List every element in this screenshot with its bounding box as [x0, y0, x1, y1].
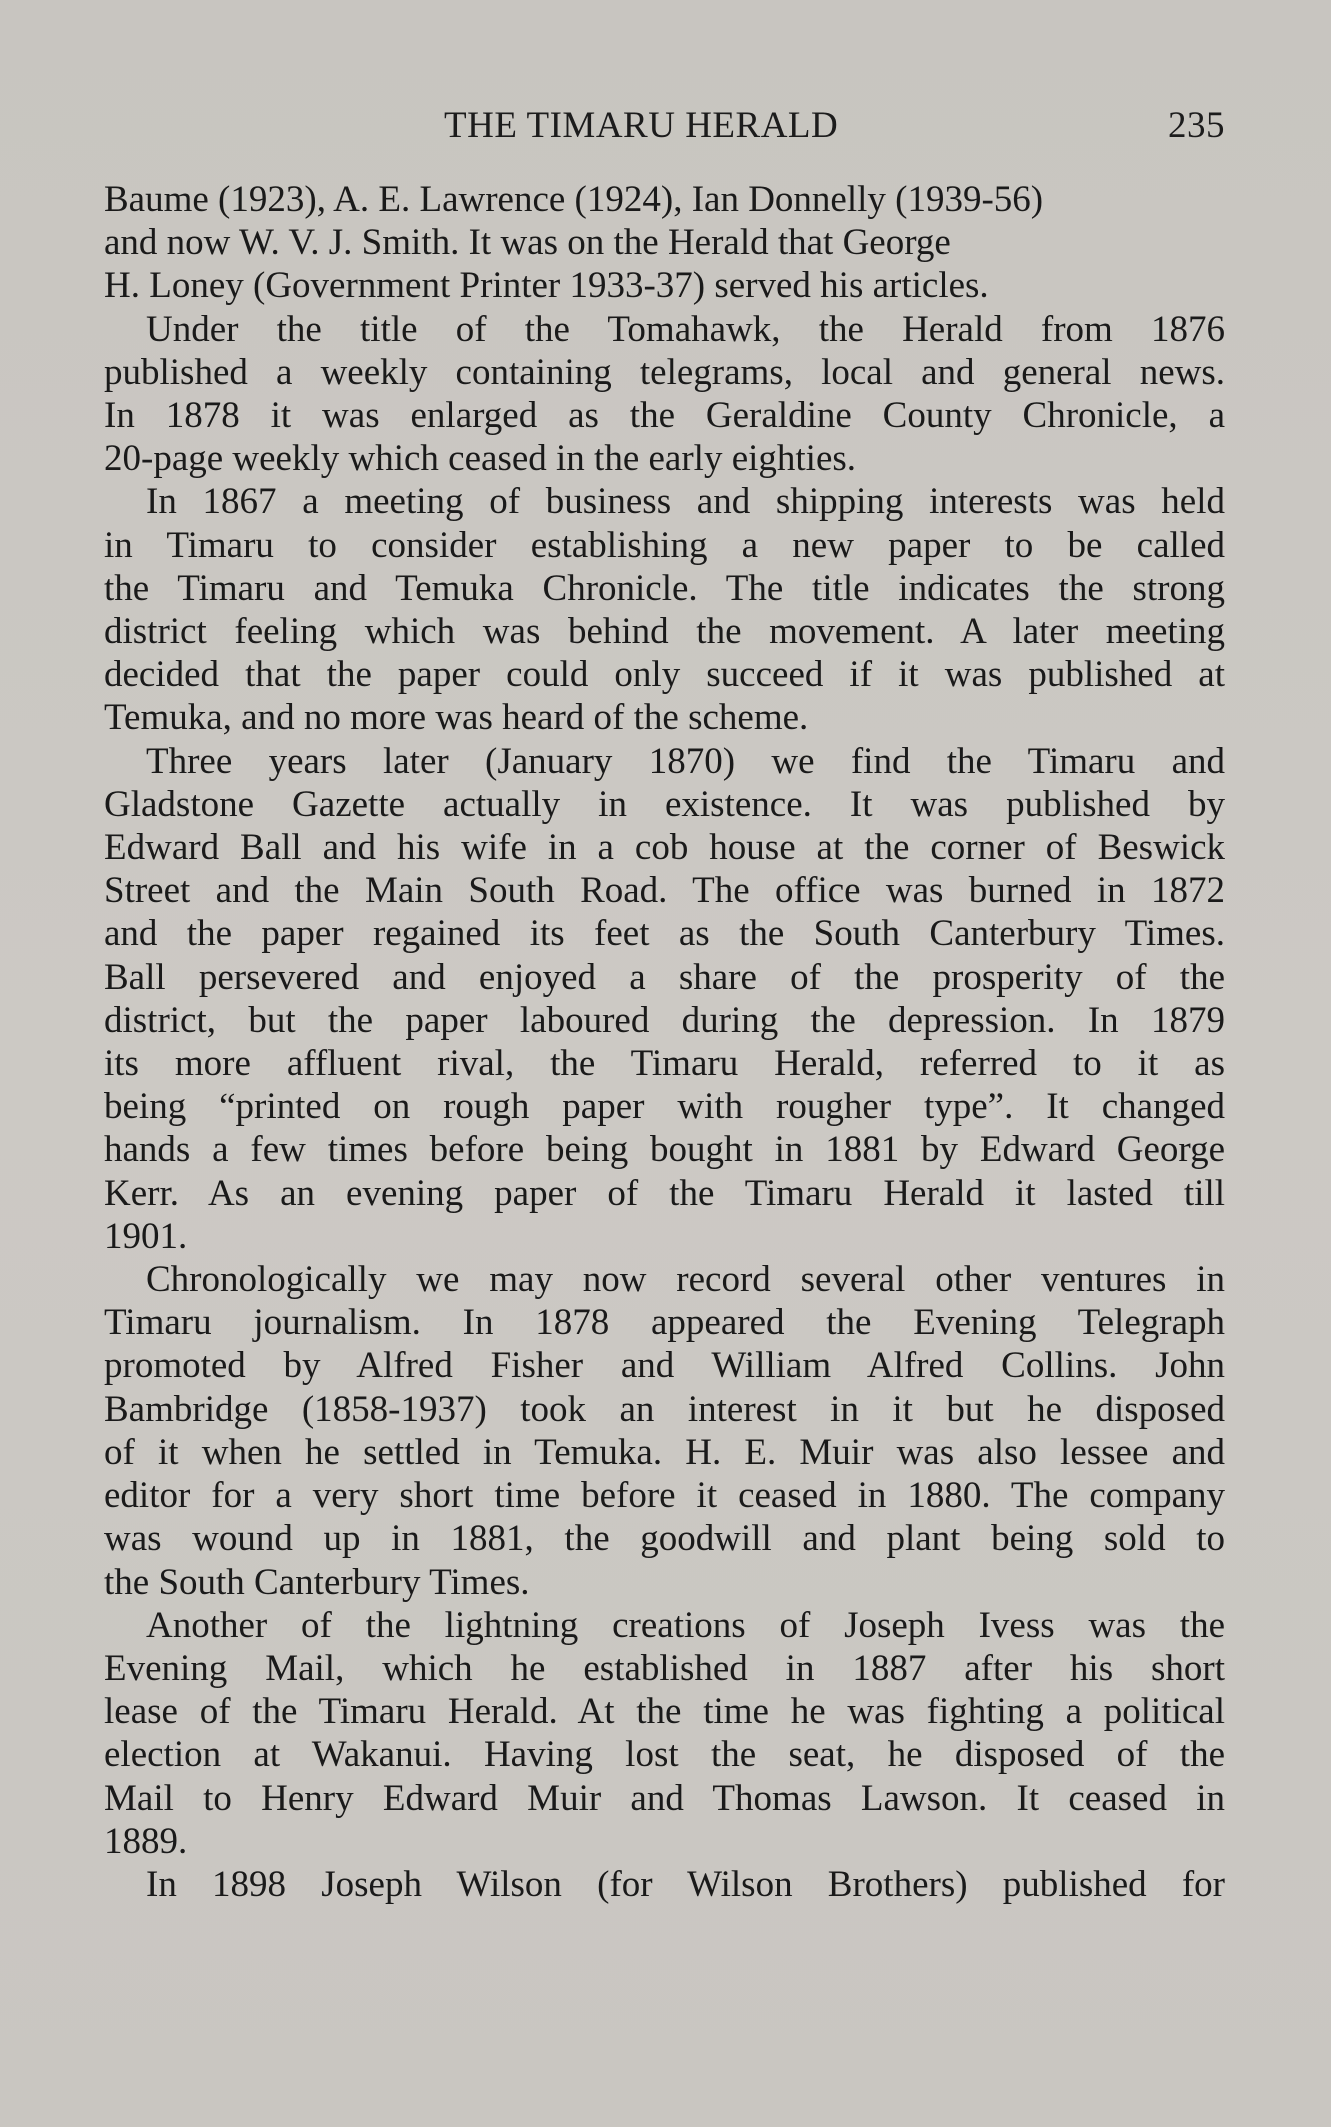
text-line: In 1878 it was enlarged as the Geraldine County Chronicle, a — [104, 395, 1225, 437]
text-line: Baume (1923), A. E. Lawrence (1924), Ian Donnelly (1939-56) — [104, 179, 1044, 220]
running-header — [104, 104, 1225, 154]
page-number: 235 — [1168, 105, 1225, 146]
paragraph — [104, 1863, 1225, 1906]
paragraph — [104, 1604, 1225, 1863]
text-line: hands a few times before being bought in 1881 by Edward George — [104, 1129, 1225, 1171]
text-line: in Timaru to consider establishing a new paper to be called — [104, 524, 1225, 566]
body-text — [104, 178, 1225, 1906]
text-line: Three years later (January 1870) we find the Timaru and — [146, 740, 1225, 782]
text-line: election at Wakanui. Having lost the seat, he disposed of the — [104, 1734, 1225, 1776]
text-line: and now W. V. J. Smith. It was on the Herald that George — [104, 222, 951, 264]
text-line: Kerr. As an evening paper of the Timaru Herald it lasted till — [104, 1172, 1225, 1214]
paragraph — [104, 178, 1225, 308]
text-line: editor for a very short time before it ceased in 1880. The company — [104, 1475, 1225, 1517]
text-line: and the paper regained its feet as the South Canterbury Times. — [104, 913, 1225, 955]
text-line: of it when he settled in Temuka. H. E. Muir was also lessee and — [104, 1431, 1225, 1473]
text-line: Chronologically we may now record several other ventures in — [146, 1259, 1225, 1301]
text-line: Ball persevered and enjoyed a share of the prosperity of the — [104, 956, 1225, 998]
paragraph — [104, 480, 1225, 739]
text-line: Bambridge (1858-1937) took an interest in it but he disposed — [104, 1388, 1225, 1430]
text-line: district, but the paper laboured during the depression. In 1879 — [104, 999, 1225, 1041]
paragraph — [104, 1258, 1225, 1604]
text-line: 20-page weekly which ceased in the early eighties. — [104, 438, 857, 480]
text-line: 1889. — [104, 1820, 188, 1862]
text-line: Evening Mail, which he established in 1887 after his short — [104, 1647, 1225, 1689]
text-line: H. Loney (Government Printer 1933-37) served his articles. — [104, 265, 989, 307]
text-line: published a weekly containing telegrams, local and general news. — [104, 351, 1225, 393]
text-line: the Timaru and Temuka Chronicle. The title indicates the strong — [104, 567, 1225, 609]
text-line: Another of the lightning creations of Joseph Ivess was the — [146, 1604, 1225, 1646]
text-line: being “printed on rough paper with rougher type”. It changed — [104, 1086, 1225, 1128]
text-line: decided that the paper could only succeed if it was published at — [104, 654, 1225, 696]
text-line: Street and the Main South Road. The office was burned in 1872 — [104, 870, 1225, 912]
text-line: the South Canterbury Times. — [104, 1561, 530, 1603]
text-line: 1901. — [104, 1215, 188, 1257]
text-line: Gladstone Gazette actually in existence. It was published by — [104, 783, 1225, 825]
text-line: Under the title of the Tomahawk, the Herald from 1876 — [146, 308, 1225, 350]
text-line: its more affluent rival, the Timaru Herald, referred to it as — [104, 1043, 1225, 1085]
text-line: lease of the Timaru Herald. At the time he was fighting a political — [104, 1691, 1225, 1733]
text-line: Mail to Henry Edward Muir and Thomas Lawson. It ceased in — [104, 1777, 1225, 1819]
text-line: was wound up in 1881, the goodwill and plant being sold to — [104, 1518, 1225, 1560]
text-line: Edward Ball and his wife in a cob house at the corner of Beswick — [104, 827, 1225, 869]
text-line: promoted by Alfred Fisher and William Alfred Collins. John — [104, 1345, 1225, 1387]
text-line: Timaru journalism. In 1878 appeared the Evening Telegraph — [104, 1302, 1225, 1344]
text-line: In 1898 Joseph Wilson (for Wilson Brothers) published for — [146, 1863, 1225, 1905]
running-title: THE TIMARU HERALD — [444, 105, 839, 146]
text-line: In 1867 a meeting of business and shipping interests was held — [146, 481, 1225, 523]
paragraph — [104, 308, 1225, 481]
text-line: Temuka, and no more was heard of the scheme. — [104, 697, 809, 739]
paragraph — [104, 740, 1225, 1258]
text-line: district feeling which was behind the movement. A later meeting — [104, 611, 1225, 653]
